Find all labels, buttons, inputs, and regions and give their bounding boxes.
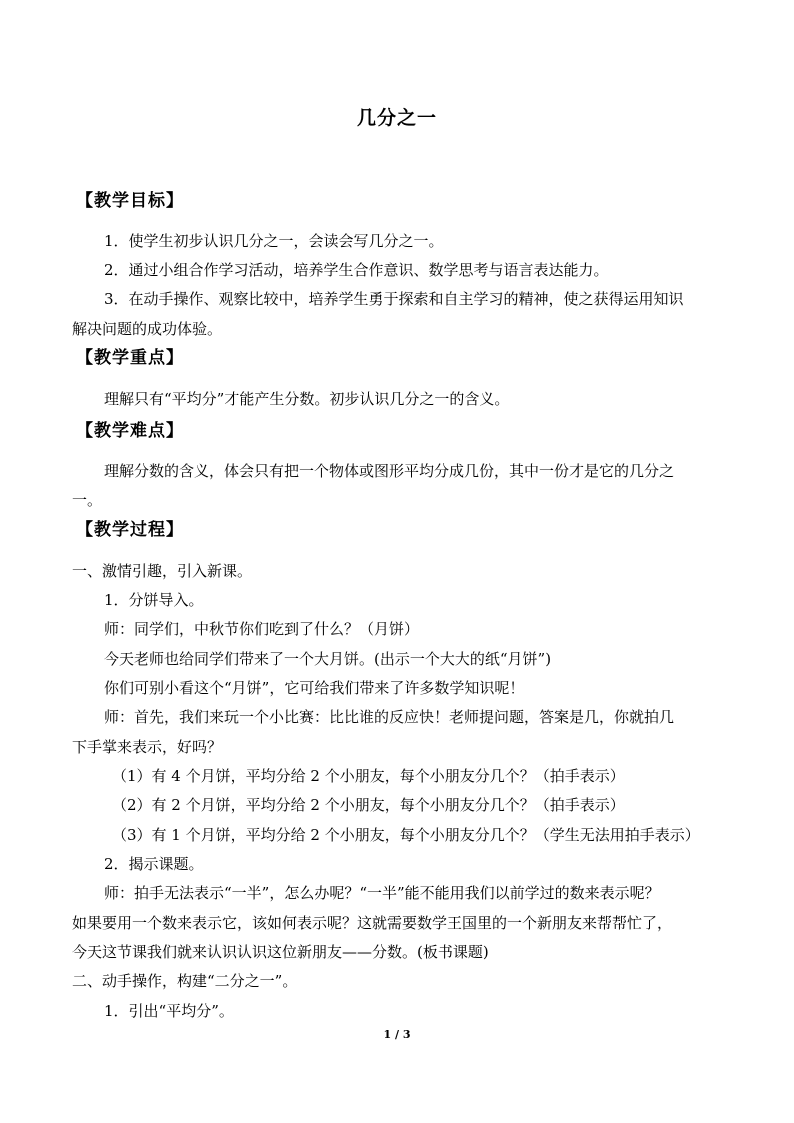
- process-line: 师：拍手无法表示“一半”，怎么办呢？“一半”能不能用我们以前学过的数来表示呢？: [104, 884, 660, 902]
- process-line: 师：同学们，中秋节你们吃到了什么？（月饼）: [104, 620, 420, 638]
- process-line: 今天老师也给同学们带来了一个大月饼。(出示一个大大的纸“月饼”): [104, 650, 552, 668]
- process-line-continuation: 如果要用一个数来表示它，该如何表示呢？这就需要数学王国里的一个新朋友来帮帮忙了，: [72, 914, 673, 932]
- process-section-step: 二、动手操作，构建“二分之一”。: [72, 972, 298, 990]
- process-question: （3）有 1 个月饼，平均分给 2 个小朋友，每个小朋友分几个？（学生无法用拍手表示）: [112, 826, 700, 844]
- process-section-step: 一、激情引趣，引入新课。: [72, 562, 253, 580]
- goal-item: 1．使学生初步认识几分之一，会读会写几分之一。: [104, 232, 444, 250]
- process-line: 1．引出“平均分”。: [104, 1002, 234, 1020]
- goal-item-continuation: 解决问题的成功体验。: [72, 320, 223, 338]
- difficulties-text: 理解分数的含义，体会只有把一个物体或图形平均分成几份，其中一份才是它的几分之: [104, 462, 675, 480]
- process-line: 你们可别小看这个“月饼”，它可给我们带来了许多数学知识呢！: [104, 679, 525, 697]
- section-heading-key-points: 【教学重点】: [76, 348, 184, 368]
- process-question: （1）有 4 个月饼，平均分给 2 个小朋友，每个小朋友分几个？（拍手表示）: [112, 767, 625, 785]
- document-title: 几分之一: [356, 107, 437, 129]
- page-number: 1 / 3: [383, 1028, 411, 1041]
- section-heading-difficulties: 【教学难点】: [76, 421, 184, 441]
- process-line: 2．揭示课题。: [104, 855, 204, 873]
- difficulties-text-continuation: 一。: [72, 491, 103, 509]
- process-question: （2）有 2 个月饼，平均分给 2 个小朋友，每个小朋友分几个？（拍手表示）: [112, 796, 625, 814]
- section-heading-goals: 【教学目标】: [76, 191, 184, 211]
- process-line: 师：首先，我们来玩一个小比赛：比比谁的反应快！老师提问题，答案是几，你就拍几: [104, 708, 675, 726]
- process-line: 1．分饼导入。: [104, 591, 204, 609]
- process-line-continuation: 下手掌来表示，好吗？: [72, 738, 223, 756]
- key-points-text: 理解只有“平均分”才能产生分数。初步认识几分之一的含义。: [104, 390, 510, 408]
- process-line-continuation: 今天这节课我们就来认识认识这位新朋友——分数。(板书课题): [72, 943, 489, 961]
- goal-item: 2．通过小组合作学习活动，培养学生合作意识、数学思考与语言表达能力。: [104, 261, 609, 279]
- goal-item: 3．在动手操作、观察比较中，培养学生勇于探索和自主学习的精神，使之获得运用知识: [104, 290, 684, 308]
- section-heading-process: 【教学过程】: [76, 520, 184, 540]
